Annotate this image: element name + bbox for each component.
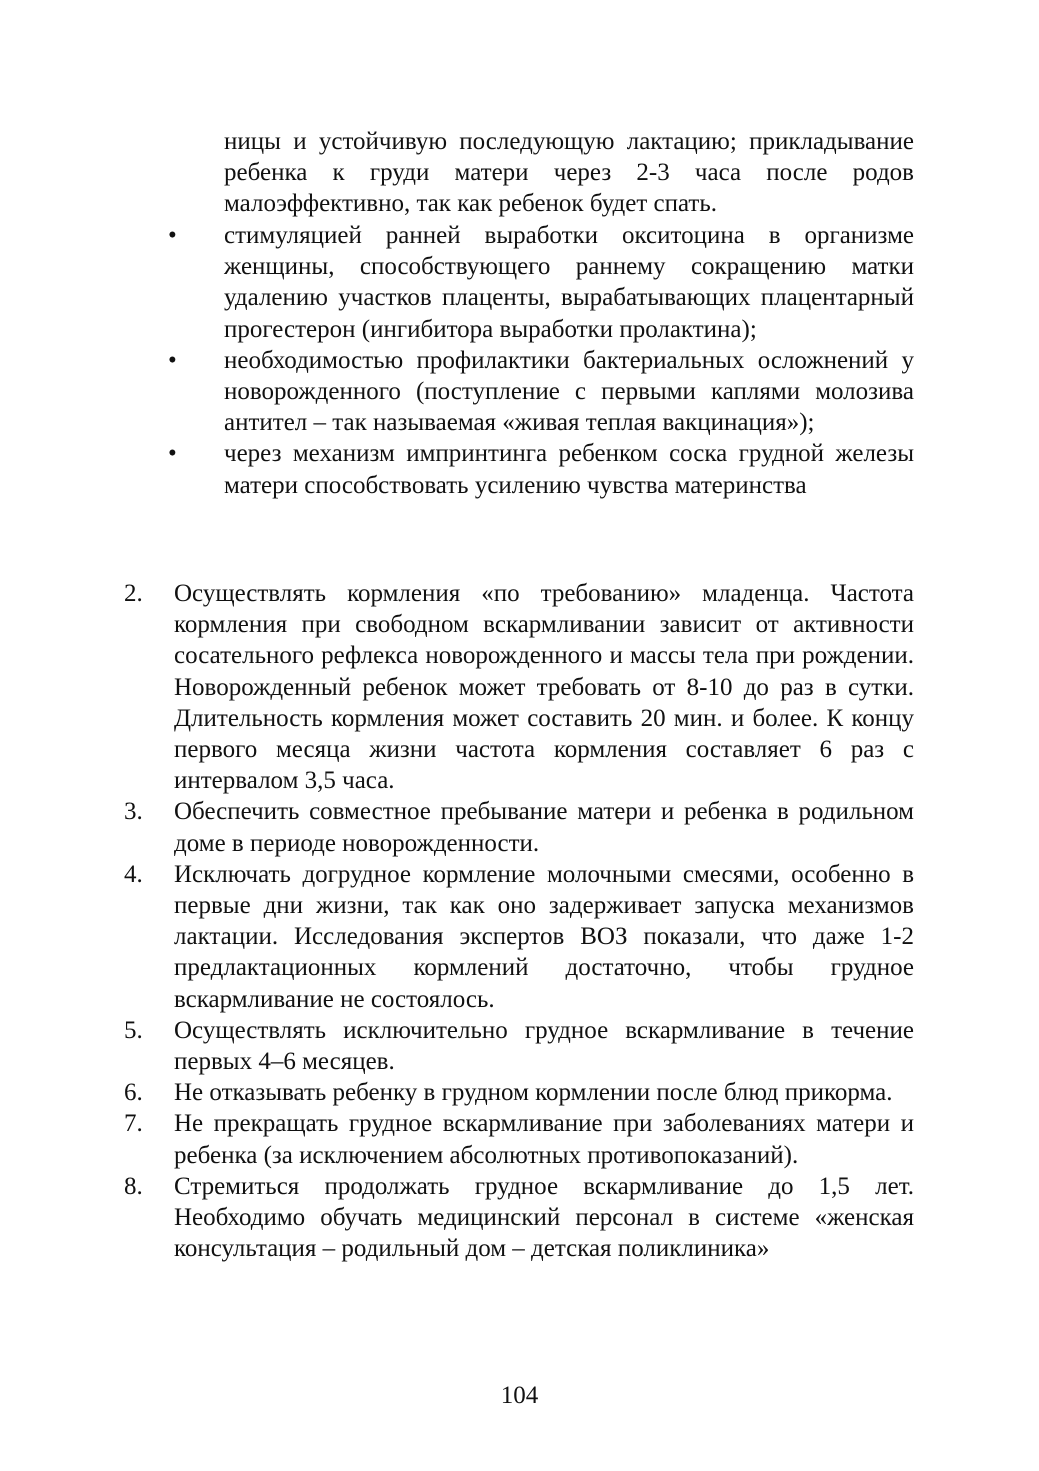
numbered-item — [0, 859, 914, 1015]
item-number: 5. — [124, 1016, 143, 1044]
item-text: Обеспечить совместное пребывание матери и ребенка в родильном доме в периоде новорожденности. — [174, 798, 914, 857]
numbered-list — [0, 578, 914, 1264]
item-text: Исключать догрудное кормление молочными смесями, особенно в первые дни жизни, так как оно задерживает запуска механизмов лактации. Исследования экспертов ВОЗ показали, что даже 1-2 предлактационных кормлений достаточно, чтобы грудное вскармливание не состоялось. — [174, 860, 914, 1013]
item-number: 6. — [124, 1079, 143, 1107]
item-number: 8. — [124, 1172, 143, 1200]
item-text: Осуществлять исключительно грудное вскармливание в течение первых 4–6 месяцев. — [174, 1016, 914, 1076]
bullet-item — [0, 438, 914, 500]
numbered-item — [0, 1077, 914, 1108]
item-text: Стремиться продолжать грудное вскармливание до 1,5 лет. Необходимо обучать медицинский персонал в системе «женская консультация – родильный дом – детская поликлиника» — [174, 1172, 914, 1263]
page-number: 104 — [500, 1382, 539, 1409]
bullet-text: необходимостью профилактики бактериальных осложнений у новорожденного (поступление с первыми каплями молозива антител – так называемая «живая теплая вакцинация»); — [224, 346, 914, 437]
item-text: Не прекращать грудное вскармливание при заболеваниях матери и ребенка (за исключением абсолютных противопоказаний). — [174, 1110, 914, 1169]
numbered-item — [0, 578, 914, 796]
item-number: 3. — [124, 798, 143, 826]
continuation-text: ницы и устойчивую последующую лактацию; прикладывание ребенка к груди матери через 2-3 часа после родов малоэффективно, так как ребенок будет спать. — [224, 128, 914, 218]
item-text: Не отказывать ребенку в грудном кормлении после блюд прикорма. — [174, 1079, 893, 1107]
item-number: 4. — [124, 860, 143, 888]
numbered-item — [0, 1108, 914, 1170]
item-text: Осуществлять кормления «по требованию» младенца. Частота кормления при свободном вскармливании зависит от активности сосательного рефлекса новорожденного и массы тела при рождении. Новорожденный ребенок может требовать от 8-10 до раз в сутки. Длительность кормления может составить 20 мин. и более. К концу первого месяца жизни частота кормления составляет 6 раз с интервалом 3,5 часа. — [174, 580, 914, 795]
continuation-paragraph — [224, 126, 914, 220]
bullet-marker: • — [168, 440, 177, 468]
item-number: 7. — [124, 1110, 143, 1138]
item-number: 2. — [124, 580, 143, 607]
bullet-text: стимуляцией ранней выработки окситоцина в организме женщины, способствующего раннему сокращению матки удалению участков плаценты, вырабатывающих плацентарный прогестерон (ингибитора выработки пролактина); — [224, 222, 914, 343]
bullet-item — [0, 345, 914, 439]
numbered-item — [0, 1171, 914, 1265]
bullet-marker: • — [168, 346, 177, 374]
bullet-marker: • — [168, 222, 177, 249]
numbered-item — [0, 796, 914, 858]
numbered-item — [0, 1015, 914, 1077]
bullet-list — [0, 220, 914, 501]
bullet-text: через механизм импринтинга ребенком соска грудной железы матери способствовать усилению чувства материнства — [224, 440, 914, 499]
bullet-item — [0, 220, 914, 345]
